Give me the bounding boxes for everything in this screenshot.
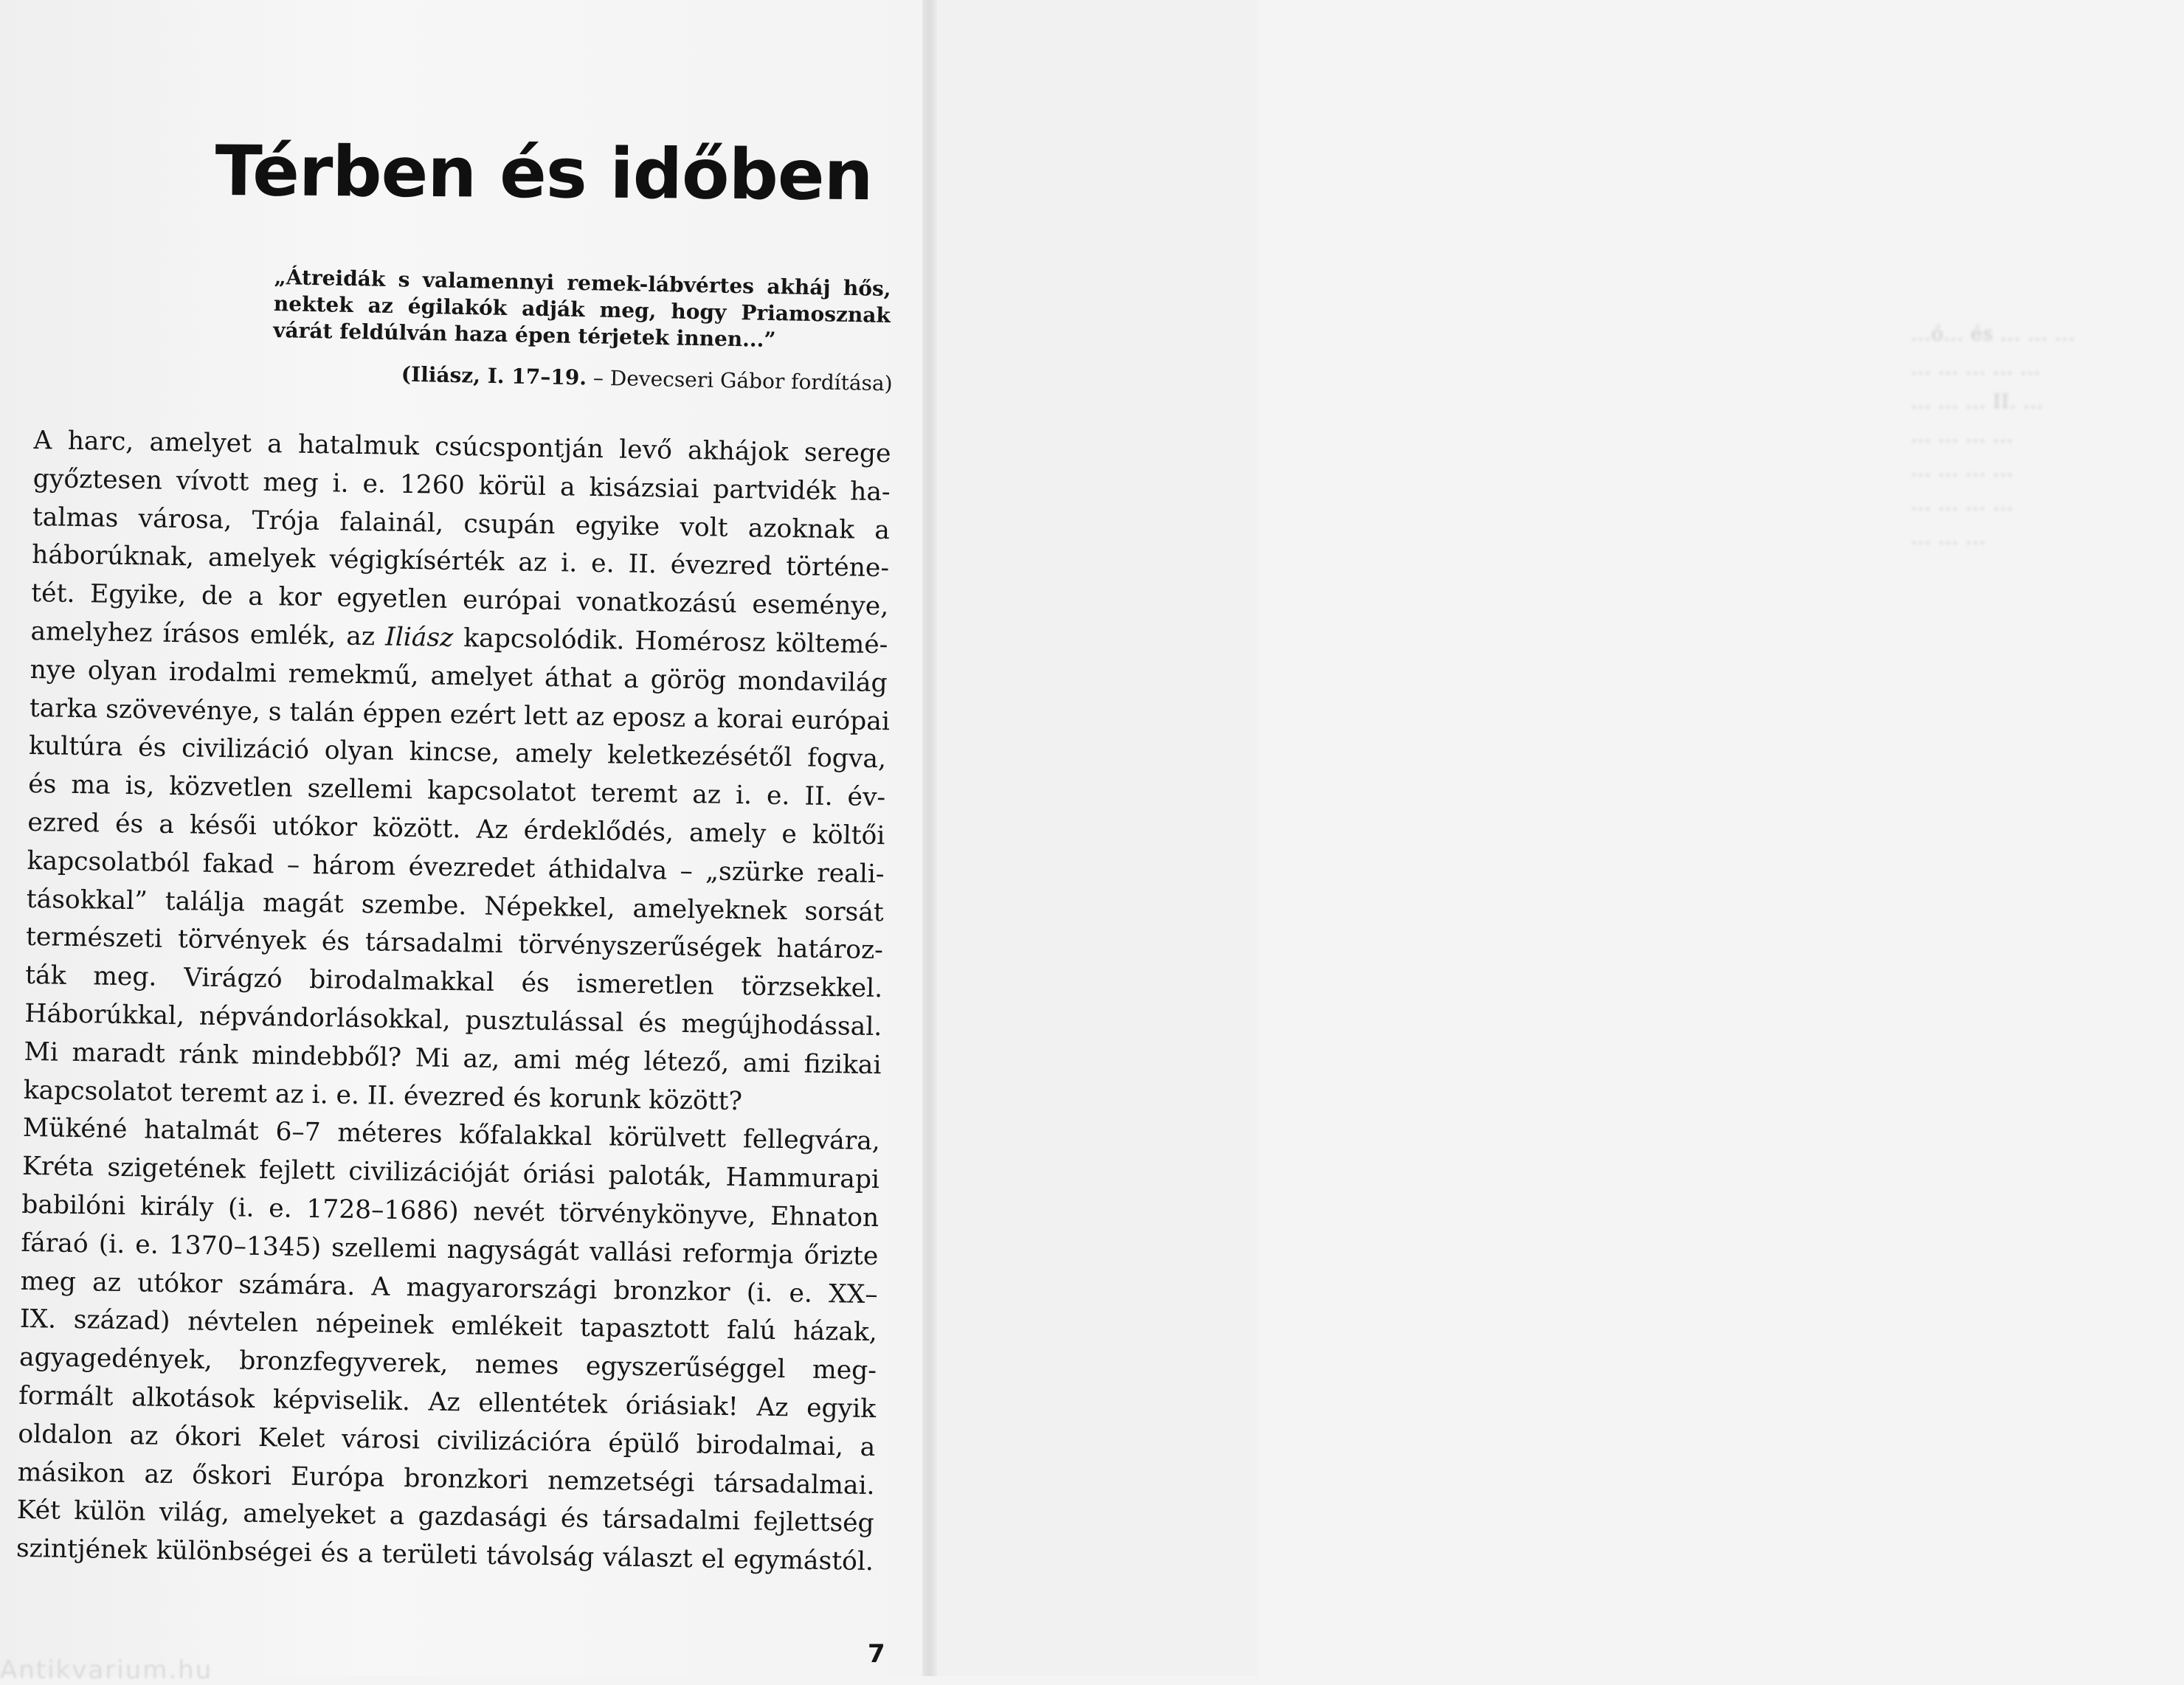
body-line: formált alkotások képviselik. Az ellentétek óriásiak! Az egyik — [18, 1380, 877, 1425]
ghost-line: ... ... ... ... — [1911, 493, 2014, 515]
body-line: nye olyan irodalmi remekmű, amelyet áthat a görög mondavilág — [30, 654, 888, 698]
ghost-line: ... ... ... ... — [1911, 459, 2014, 481]
ghost-line: ...ó... és ... ... ... — [1911, 323, 2076, 345]
body-line: fáraó (i. e. 1370–1345) szellemi nagyságát vallási reformja őrizte — [21, 1228, 879, 1271]
body-line: háborúknak, amelyek végigkísérték az i. e. II. évezred történe- — [31, 540, 890, 584]
body-text — [16, 422, 891, 1582]
page-number: 7 — [868, 1639, 885, 1669]
facing-page-bleed-text — [1911, 317, 2184, 555]
page-title: Térben és időben — [215, 131, 873, 217]
body-line: tásokkal” találja magát szembe. Népekkel, amelyeknek sorsát — [26, 884, 885, 927]
body-line: A harc, amelyet a hatalmuk csúcspontján levő akhájok serege — [33, 425, 891, 469]
body-line: IX. század) névtelen népeinek emlékeit tapasztott falú házak, — [19, 1304, 878, 1348]
body-line: Mükéné hatalmát 6–7 méteres kőfalakkal körülvett fellegvára, — [22, 1113, 881, 1157]
body-line: győztesen vívott meg i. e. 1260 körül a kisázsiai partvidék ha- — [32, 463, 891, 508]
ghost-line: ... ... ... II. ... — [1911, 391, 2045, 413]
ghost-line: ... ... ... — [1911, 527, 1986, 549]
body-line: Háborúkkal, népvándorlásokkal, pusztulással és megújhodással. — [24, 998, 882, 1042]
body-line: másikon az őskori Európa bronzkori nemzetségi társadalmai. — [17, 1457, 875, 1501]
body-line: babilóni király (i. e. 1728–1686) nevét törvénykönyve, Ehnaton — [21, 1189, 880, 1234]
body-line: Kréta szigetének fejlett civilizációját óriási paloták, Hammurapi — [21, 1152, 880, 1195]
body-line: tét. Egyike, de a kor egyetlen európai vonatkozású eseménye, — [31, 578, 889, 622]
watermark: Antikvarium.hu — [0, 1655, 213, 1685]
body-line: meg az utókor számára. A magyarországi bronzkor (i. e. XX– — [20, 1266, 878, 1309]
facing-page — [937, 0, 2076, 1676]
body-text-segment: amelyhez írásos emlék, az — [30, 616, 386, 652]
body-line: ták meg. Virágzó birodalmakkal és ismeretlen törzsekkel. — [24, 961, 883, 1004]
body-line: Mi maradt ránk mindebből? Mi az, ami még létező, ami fizikai — [24, 1037, 882, 1080]
body-line: oldalon az ókori Kelet városi civilizációra épülő birodalmai, a — [18, 1419, 876, 1462]
body-line: szintjének különbségei és a területi távolság választ el egymástól. — [15, 1533, 874, 1577]
body-line: kapcsolatból fakad – három évezredet áthidalva – „szürke reali- — [27, 845, 885, 889]
book-page — [0, 0, 926, 1685]
body-line: természeti törvények és társadalmi törvényszerűségek határoz- — [25, 922, 884, 966]
book-gutter — [922, 0, 937, 1676]
epigraph: „Átreidák s valamennyi remek-lábvértes akháj hős, nektek az égilakók adják meg, hogy Priamosznak várát feldúlván haza épen térjetek innen...” — [272, 264, 891, 353]
body-line: kapcsolatot teremt az i. e. II. évezred és korunk között? — [23, 1075, 743, 1116]
iliad-title-italic: Iliász — [384, 622, 454, 653]
ghost-line: ... ... ... ... ... — [1911, 357, 2042, 379]
body-line: ezred és a késői utókor között. Az érdeklődés, amely e költői — [27, 807, 885, 851]
body-line: tarka szövevénye, s talán éppen ezért lett az eposz a korai európai — [29, 693, 891, 736]
body-line: talmas városa, Trója falainál, csupán egyike volt azoknak a — [32, 502, 891, 545]
body-line: agyagedények, bronzfegyverek, nemes egyszerűséggel meg- — [18, 1342, 877, 1386]
epigraph-source-translator: – Devecseri Gábor fordítása) — [586, 365, 893, 396]
body-line: Két külön világ, amelyeket a gazdasági és társadalmi fejlettség — [16, 1495, 874, 1539]
ghost-line: ... ... ... ... — [1911, 425, 2014, 447]
body-line: és ma is, közvetlen szellemi kapcsolatot teremt az i. e. II. év- — [27, 769, 886, 813]
body-line: kultúra és civilizáció olyan kincse, amely keletkezésétől fogva, — [28, 731, 887, 775]
epigraph-source — [376, 361, 893, 395]
body-text-segment: kapcsolódik. Homérosz költemé- — [452, 623, 888, 660]
epigraph-source-ref: (Iliász, I. 17–19. — [401, 361, 587, 390]
